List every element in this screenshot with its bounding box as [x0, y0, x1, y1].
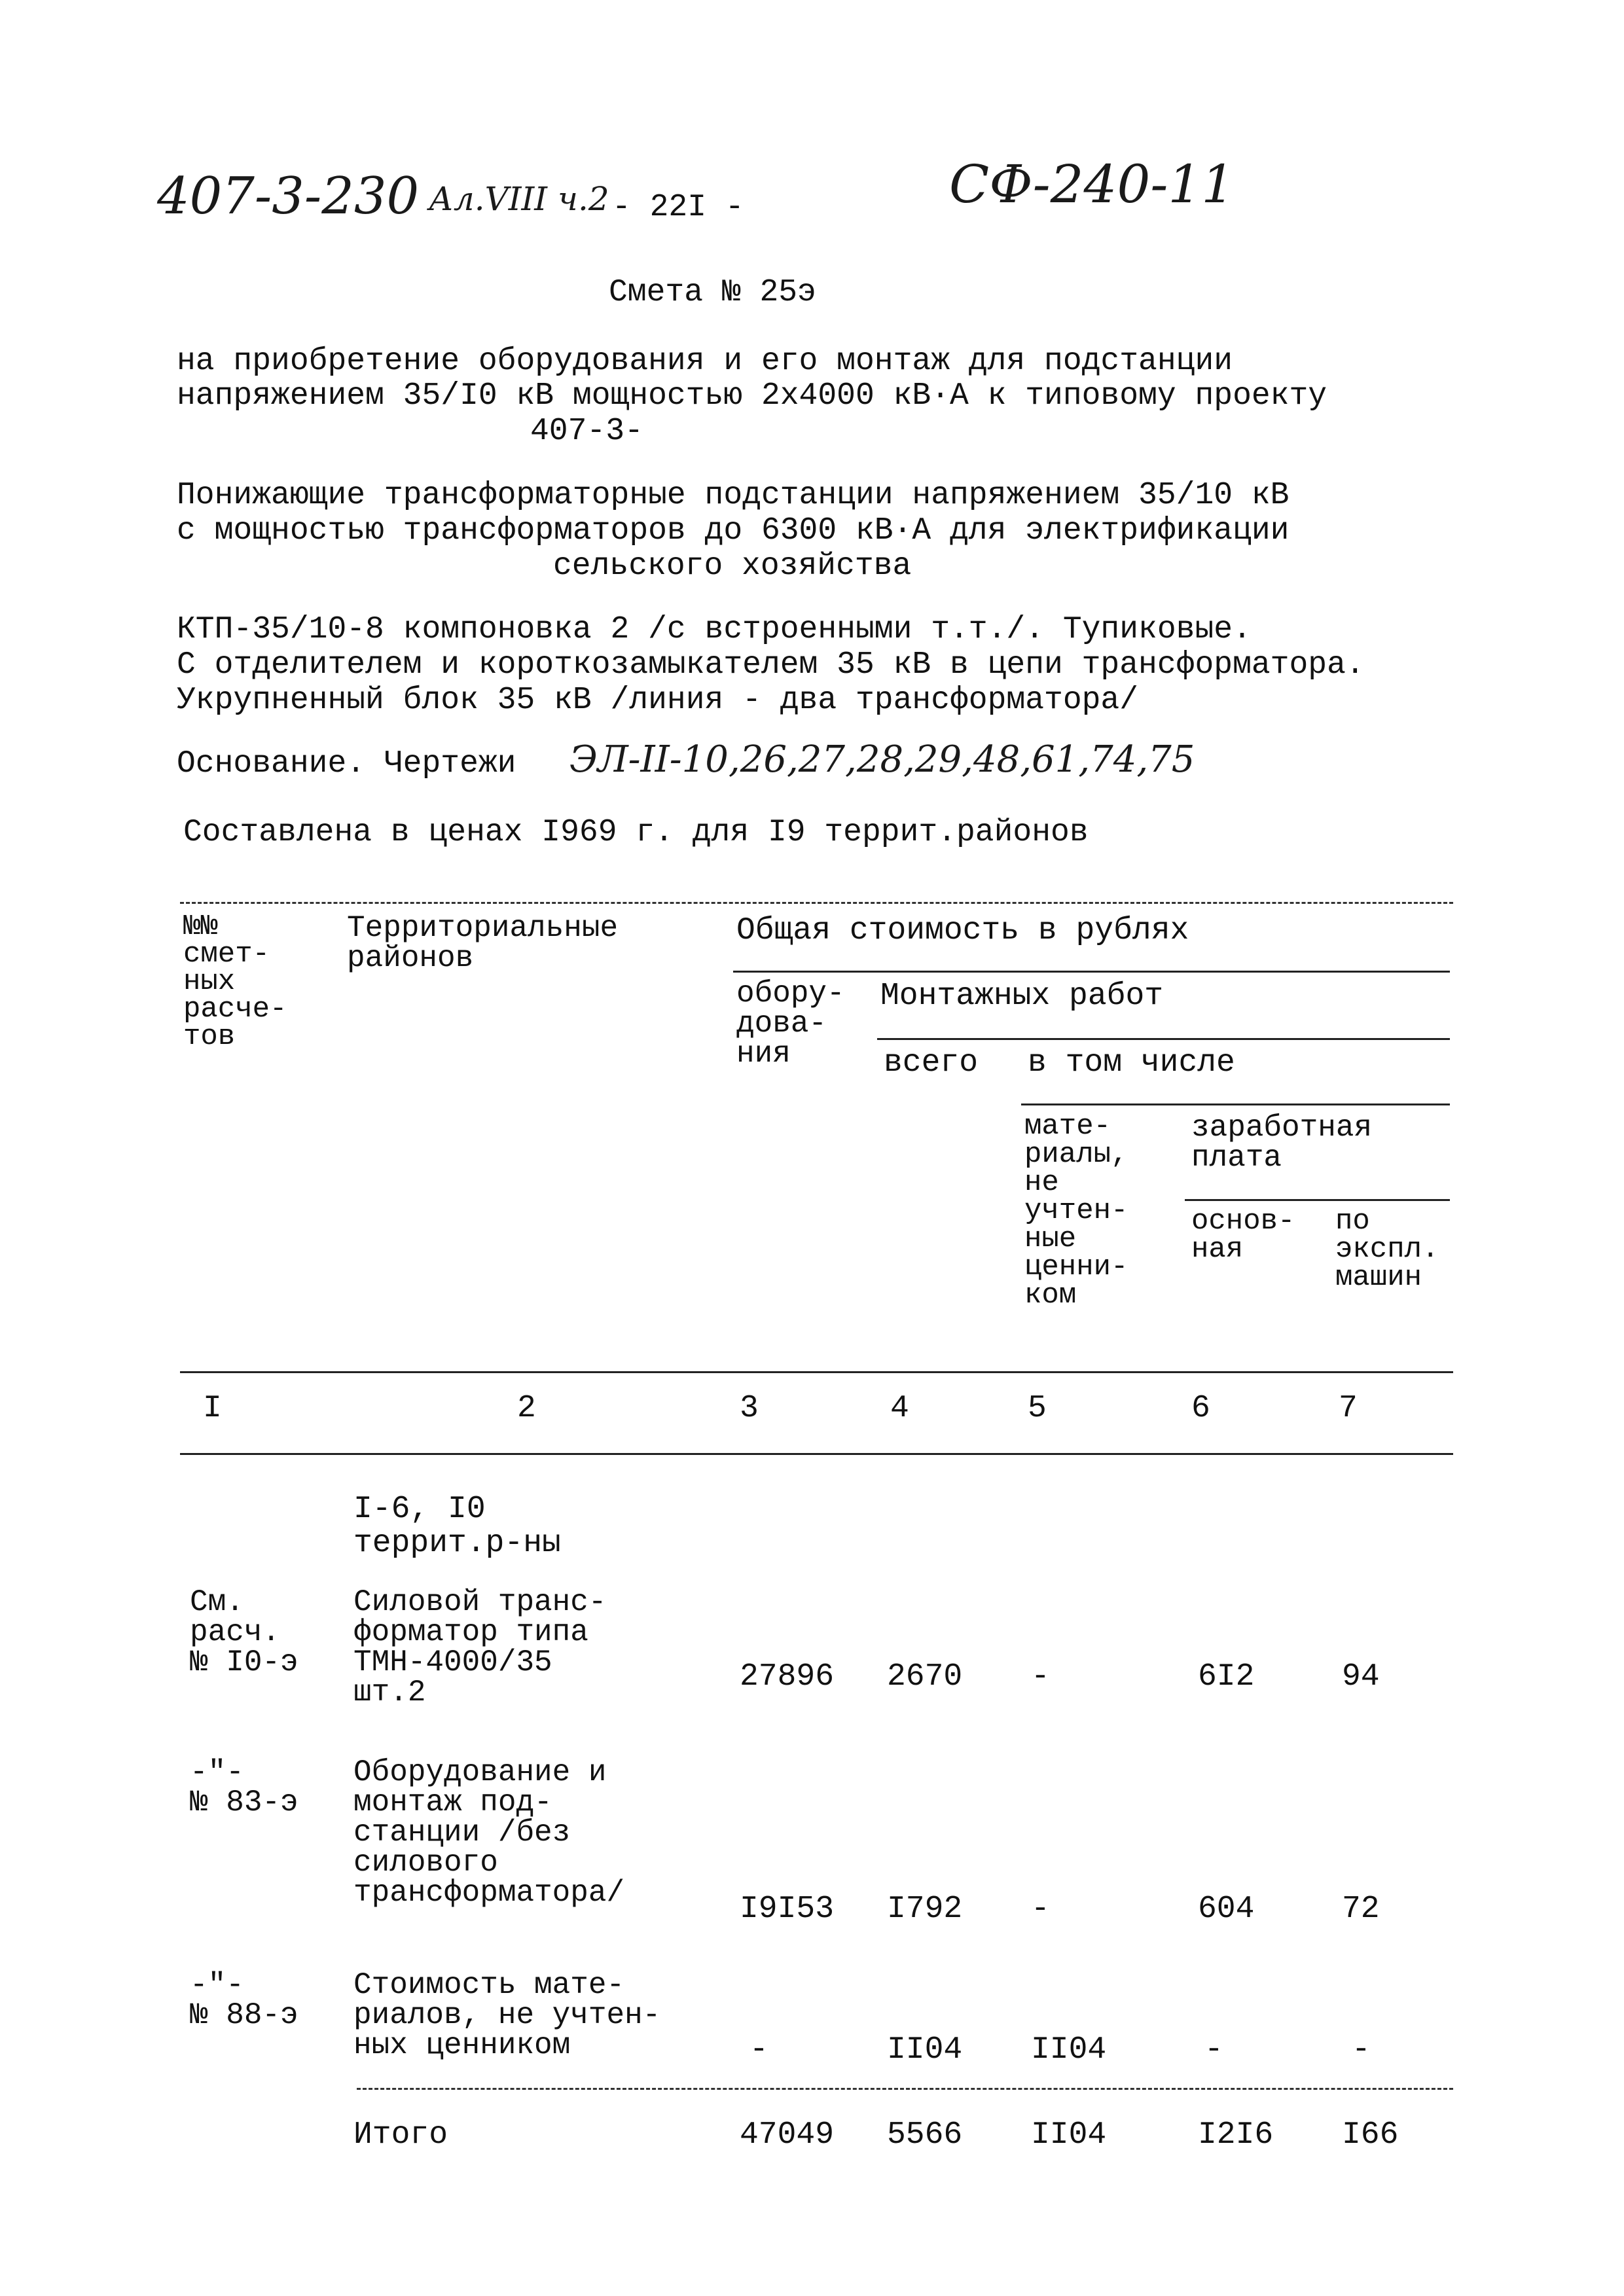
- header-materials: мате- риалы, не учтен- ные ценни- ком: [1024, 1110, 1128, 1312]
- col-number-3: 3: [740, 1391, 759, 1426]
- table-row-1-materials: -: [1031, 1659, 1050, 1695]
- table-row-2-name: Оборудование и монтаж под- станции /без силового трансформатора/: [353, 1755, 625, 1910]
- col-number-5: 5: [1028, 1391, 1047, 1426]
- header-wages-machines: по экспл. машин: [1335, 1205, 1439, 1294]
- total-row-machines: I66: [1342, 2117, 1399, 2153]
- table-row-2-ref: -"- № 83-э: [190, 1755, 298, 1820]
- header-territorial-districts: Территориальные районов: [347, 911, 619, 975]
- col-number-6: 6: [1191, 1391, 1210, 1426]
- rule-under-installation: [877, 1038, 1450, 1040]
- table-top-rule: [180, 902, 1453, 904]
- table-row-2-materials: -: [1031, 1892, 1050, 1927]
- table-row-2-wages: 604: [1198, 1892, 1255, 1927]
- table-row-1-machines: 94: [1342, 1659, 1380, 1695]
- section-title: I-6, I0 террит.р-ны: [353, 1492, 561, 1561]
- table-row-1-wages: 6I2: [1198, 1659, 1255, 1695]
- col-numbers-rule: [180, 1453, 1453, 1455]
- col-number-7: 7: [1339, 1391, 1358, 1426]
- table-row-3-total: II04: [887, 2032, 963, 2068]
- total-row-equipment: 47049: [740, 2117, 835, 2153]
- title-line-3: 407-3-: [530, 414, 643, 449]
- col-number-2: 2: [517, 1391, 536, 1426]
- table-row-2-machines: 72: [1342, 1892, 1380, 1927]
- header-equipment: обору- дова- ния: [736, 977, 845, 1071]
- table-row-3-equipment: -: [749, 2032, 768, 2068]
- header-wages: заработная плата: [1191, 1111, 1373, 1175]
- basis-label: Основание. Чертежи: [177, 746, 516, 781]
- header-estimate-numbers: №№ смет- ных расче- тов: [183, 910, 287, 1053]
- table-row-1-name: Силовой транс- форматор типа ТМН-4000/35 шт.2: [353, 1585, 607, 1710]
- total-row-label: Итого: [353, 2117, 448, 2153]
- table-row-3-name: Стоимость мате- риалов, не учтен- ных ценником: [353, 1968, 661, 2062]
- table-row-3-machines: -: [1352, 2032, 1371, 2068]
- table-row-1-equipment: 27896: [740, 1659, 835, 1695]
- page-number: - 22I -: [612, 190, 744, 225]
- rule-under-wages: [1185, 1199, 1450, 1201]
- title-line-2: напряжением 35/I0 кВ мощностью 2х4000 кВ·А к типовому проекту: [177, 378, 1327, 414]
- header-all: всего: [884, 1045, 979, 1081]
- rule-under-total-cost: [733, 971, 1450, 973]
- table-row-3-ref: -"- № 88-э: [190, 1968, 298, 2032]
- description-line-3: сельского хозяйства: [553, 548, 912, 584]
- table-row-2-equipment: I9I53: [740, 1892, 835, 1927]
- table-row-2-total: I792: [887, 1892, 963, 1927]
- details-line-1: КТП-35/10-8 компоновка 2 /с встроенными т.т./. Тупиковые.: [177, 612, 1252, 647]
- doc-code-sub: Ал.VIII ч.2: [429, 180, 609, 218]
- header-wages-basic: основ- ная: [1191, 1205, 1295, 1266]
- header-including: в том числе: [1028, 1045, 1235, 1081]
- title-line-1: на приобретение оборудования и его монтаж для подстанции: [177, 344, 1233, 379]
- details-line-3: Укрупненный блок 35 кВ /линия - два трансформатора/: [177, 683, 1139, 718]
- header-total-cost: Общая стоимость в рублях: [736, 913, 1189, 948]
- table-row-3-materials: II04: [1031, 2032, 1107, 2068]
- col-number-1: I: [203, 1391, 222, 1426]
- doc-code-left: 407-3-230: [157, 167, 420, 226]
- header-bottom-rule: [180, 1371, 1453, 1373]
- table-row-3-wages: -: [1204, 2032, 1223, 2068]
- total-row-materials: II04: [1031, 2117, 1107, 2153]
- basis-drawings: ЭЛ-II-10,26,27,28,29,48,61,74,75: [569, 738, 1195, 781]
- prices-note: Составлена в ценах I969 г. для I9 террит.районов: [183, 815, 1089, 850]
- col-number-4: 4: [890, 1391, 909, 1426]
- rule-under-including: [1021, 1103, 1450, 1105]
- description-line-1: Понижающие трансформаторные подстанции напряжением 35/10 кВ: [177, 478, 1290, 513]
- total-row-total: 5566: [887, 2117, 963, 2153]
- before-total-rule: [357, 2088, 1453, 2090]
- table-row-1-total: 2670: [887, 1659, 963, 1695]
- doc-code-right: СФ-240-11: [949, 154, 1235, 215]
- description-line-2: с мощностью трансформаторов до 6300 кВ·А для электрификации: [177, 513, 1290, 548]
- estimate-heading: Смета № 25э: [609, 275, 816, 310]
- table-row-1-ref: См. расч. № I0-э: [190, 1585, 298, 1679]
- total-row-wages: I2I6: [1198, 2117, 1274, 2153]
- header-installation-works: Монтажных работ: [880, 978, 1164, 1014]
- details-line-2: С отделителем и короткозамыкателем 35 кВ в цепи трансформатора.: [177, 647, 1365, 683]
